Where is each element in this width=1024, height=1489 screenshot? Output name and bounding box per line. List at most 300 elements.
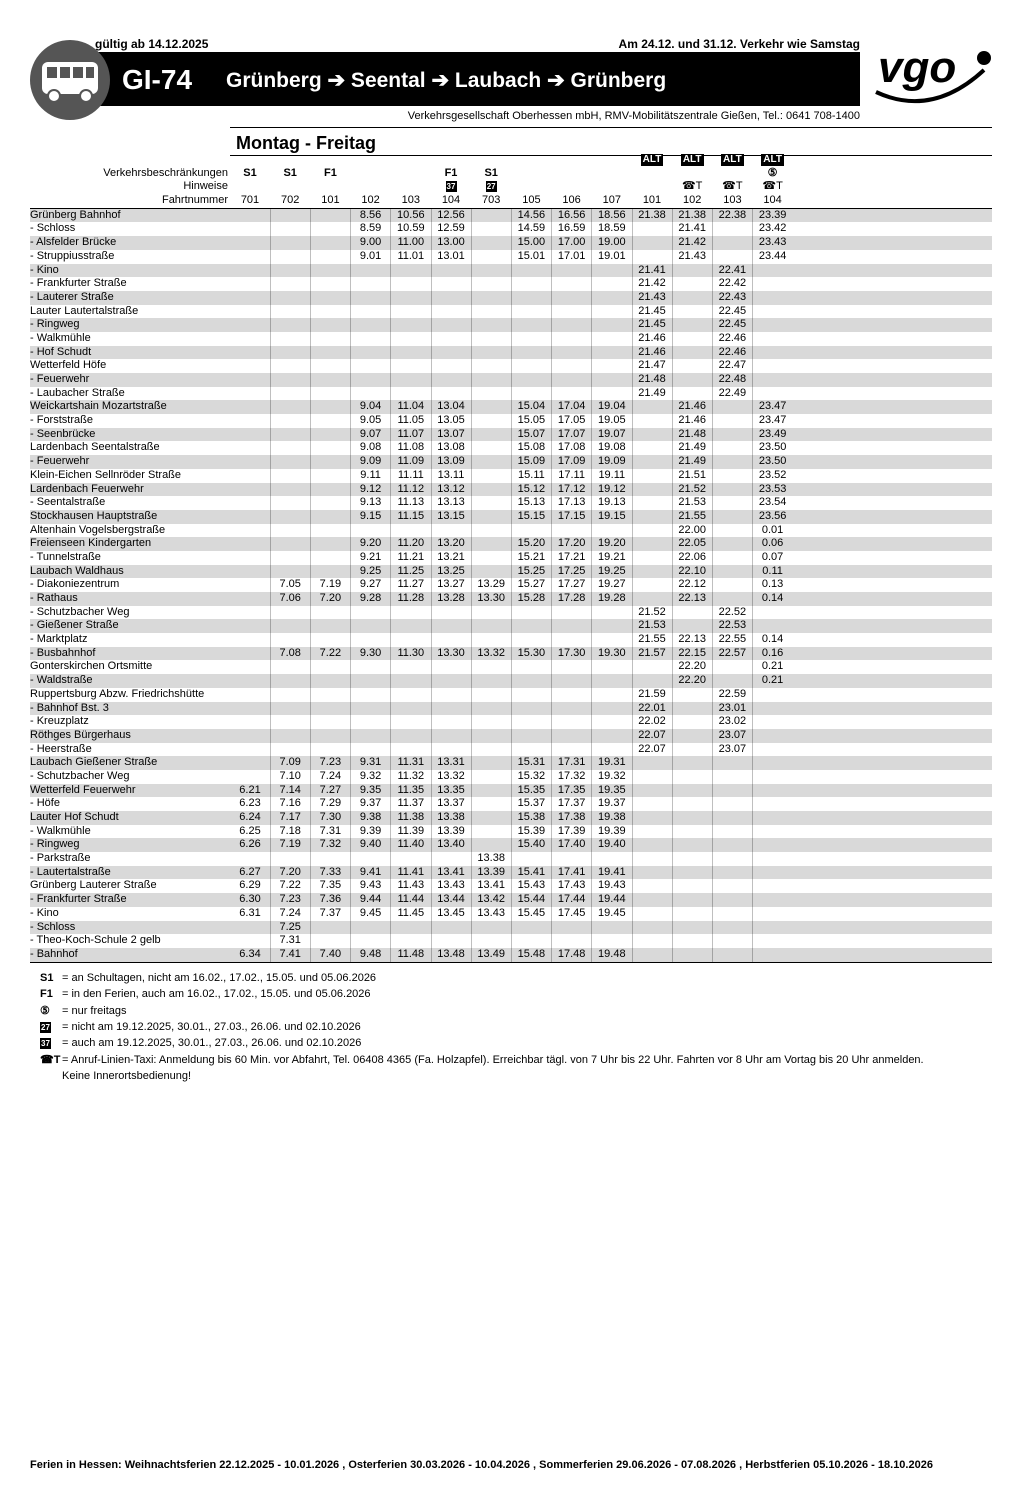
- departure-time: 19.39: [598, 824, 626, 837]
- departure-time: 11.37: [397, 797, 425, 810]
- departure-time: 22.55: [718, 633, 747, 646]
- stop-name: Freienseen Kindergarten: [30, 537, 152, 550]
- departure-time: 11.07: [397, 427, 425, 440]
- stop-name: Gonterskirchen Ortsmitte: [30, 660, 153, 673]
- stop-name: - Rathaus: [30, 592, 78, 604]
- departure-time: 22.00: [678, 523, 706, 536]
- departure-time: 19.32: [598, 769, 626, 782]
- departure-time: 9.28: [359, 592, 382, 604]
- departure-time: 13.43: [437, 879, 465, 892]
- cell-text: 104: [763, 194, 782, 207]
- column-line: [431, 209, 432, 963]
- column-line: [471, 209, 472, 963]
- legend-key: [40, 1037, 62, 1049]
- departure-time: 17.11: [558, 468, 585, 481]
- departure-time: 14.59: [517, 222, 546, 235]
- departure-time: 13.45: [437, 906, 465, 919]
- legend-text: = Anruf-Linien-Taxi: Anmeldung bis 60 Min. vor Abfahrt, Tel. 06408 4365 (Fa. Holzapfel). Erreichbar tägl. von 7 Uhr bis 22 Uhr. Fahrten vor 8 Uhr am Vortag bis 20 Uhr anmelden.: [62, 1054, 924, 1066]
- departure-time: 11.15: [397, 509, 425, 522]
- departure-time: 23.52: [758, 468, 787, 481]
- column-line: [712, 209, 713, 963]
- notes-row: [30, 180, 992, 194]
- departure-time: 7.24: [279, 906, 301, 919]
- departure-time: 9.05: [359, 414, 382, 427]
- departure-time: 22.13: [678, 633, 706, 646]
- departure-time: 22.20: [678, 674, 706, 687]
- departure-time: 7.18: [279, 824, 301, 837]
- departure-time: 21.52: [638, 605, 666, 618]
- restrictions-cell: [230, 167, 270, 181]
- departure-time: 19.44: [598, 893, 626, 906]
- departure-time: 17.04: [557, 400, 586, 413]
- departure-time: 9.04: [359, 400, 382, 413]
- departure-time: 0.13: [761, 578, 784, 591]
- departure-time: 6.30: [239, 893, 261, 906]
- departure-time: 0.11: [762, 564, 783, 577]
- cell-text: S1: [243, 166, 257, 179]
- departure-time: 13.00: [437, 236, 465, 249]
- stop-name: - Parkstraße: [30, 852, 91, 865]
- cell-text: F1: [323, 166, 337, 179]
- departure-time: 17.48: [557, 947, 586, 960]
- departure-time: 9.37: [359, 797, 382, 810]
- departure-time: 11.38: [397, 811, 425, 823]
- logo-text: vgo: [878, 43, 957, 92]
- departure-time: 19.15: [598, 509, 626, 522]
- departure-time: 23.47: [758, 400, 787, 413]
- stop-name: - Schutzbacher Weg: [30, 769, 130, 782]
- departure-time: 22.13: [678, 592, 706, 604]
- departure-time: 9.01: [359, 249, 382, 262]
- stop-name: - Walkmühle: [30, 824, 91, 837]
- departure-time: 22.45: [718, 318, 747, 331]
- day-title: Montag - Freitag: [236, 133, 376, 153]
- restrictions-cell: [431, 167, 471, 181]
- stop-name: - Seentalstraße: [30, 496, 106, 509]
- line-id: GI-74: [122, 64, 193, 95]
- departure-time: 0.07: [761, 550, 784, 563]
- departure-time: 15.35: [517, 783, 546, 796]
- departure-time: 19.21: [598, 550, 626, 563]
- departure-time: 21.43: [678, 249, 706, 262]
- stop-name: Laubach Gießener Straße: [30, 756, 158, 769]
- stop-name: - Forststraße: [30, 414, 93, 427]
- departure-time: 22.45: [718, 304, 747, 317]
- cell-text: ⑤: [767, 166, 778, 179]
- departure-time: 13.30: [437, 646, 465, 659]
- departure-time: 22.02: [638, 715, 666, 728]
- departure-time: 23.44: [758, 249, 787, 262]
- trips-row: [30, 194, 992, 208]
- departure-time: 15.04: [517, 400, 546, 413]
- departure-time: 13.20: [437, 537, 465, 550]
- column-line: [551, 209, 552, 963]
- departure-time: 15.07: [517, 427, 546, 440]
- column-line: [672, 209, 673, 963]
- departure-time: 17.37: [557, 797, 586, 810]
- notes-cell: [712, 180, 752, 194]
- departure-time: 9.45: [359, 906, 382, 919]
- stop-name: - Walkmühle: [30, 331, 91, 344]
- departure-time: 13.30: [477, 592, 505, 604]
- departure-time: 21.49: [678, 455, 706, 468]
- departure-time: 19.05: [598, 414, 626, 427]
- departure-time: 17.20: [557, 537, 586, 550]
- legend-key: S1: [40, 972, 54, 984]
- departure-time: 13.05: [437, 414, 465, 427]
- legend-key: F1: [40, 988, 53, 1000]
- departure-time: 0.14: [761, 592, 784, 604]
- alt-badge: ALT: [763, 154, 782, 165]
- departure-time: 19.35: [598, 783, 626, 796]
- departure-time: 13.49: [477, 947, 505, 960]
- departure-time: 15.37: [517, 797, 546, 810]
- trips-cell: [753, 194, 793, 208]
- departure-time: 22.47: [718, 359, 747, 372]
- cell-text: 701: [240, 194, 260, 207]
- alt-cell: [672, 153, 712, 167]
- departure-time: 17.39: [557, 824, 586, 837]
- departure-time: 7.35: [319, 879, 342, 892]
- departure-time: 21.46: [638, 331, 666, 344]
- departure-time: 6.31: [239, 906, 261, 919]
- departure-time: 7.40: [319, 947, 342, 960]
- departure-time: 19.09: [598, 455, 626, 468]
- departure-time: 7.19: [319, 578, 342, 591]
- departure-time: 11.45: [397, 906, 425, 919]
- stop-name: - Ringweg: [30, 838, 80, 851]
- stop-name: Altenhain Vogelsbergstraße: [30, 523, 166, 536]
- departure-time: 13.41: [477, 879, 505, 892]
- departure-time: 17.45: [557, 906, 586, 919]
- note-badge: 37: [446, 182, 456, 192]
- alt-cell: [712, 153, 752, 167]
- stop-name: - Bahnhof Bst. 3: [30, 701, 109, 714]
- departure-time: 17.40: [557, 838, 586, 851]
- departure-time: 19.31: [598, 756, 626, 769]
- departure-time: 23.53: [758, 482, 787, 495]
- departure-time: 11.05: [397, 414, 425, 427]
- restrictions-cell: [753, 167, 793, 181]
- cell-text: 107: [602, 194, 621, 207]
- holidays-footer: Ferien in Hessen: Weihnachtsferien 22.12.2025 - 10.01.2026 , Osterferien 30.03.2026 - 10.04.2026 , Sommerferien 29.06.2026 - 07.08.2026 , Herbstferien 05.10.2026 - 18.10.2026: [30, 1459, 933, 1471]
- departure-time: 17.27: [557, 578, 586, 591]
- departure-time: 7.37: [319, 906, 342, 919]
- route-title: Grünberg ➔ Seental ➔ Laubach ➔ Grünberg: [226, 69, 667, 92]
- departure-time: 22.42: [718, 277, 747, 290]
- departure-time: 21.48: [678, 427, 706, 440]
- departure-time: 17.12: [557, 482, 586, 495]
- departure-time: 9.35: [359, 783, 382, 796]
- departure-time: 15.21: [517, 550, 546, 563]
- departure-time: 15.38: [517, 811, 546, 823]
- departure-time: 22.20: [678, 660, 706, 673]
- departure-time: 10.59: [397, 222, 425, 235]
- departure-time: 7.17: [279, 811, 301, 823]
- departure-time: 7.30: [319, 811, 342, 823]
- departure-time: 22.49: [718, 386, 747, 399]
- departure-time: 15.32: [517, 769, 546, 782]
- column-line: [632, 209, 633, 963]
- departure-time: 9.08: [359, 441, 382, 454]
- departure-time: 7.23: [279, 893, 301, 906]
- departure-time: 13.27: [437, 578, 465, 591]
- legend-text: Keine Innerortsbedienung!: [62, 1070, 192, 1082]
- cell-text: 102: [683, 194, 702, 207]
- departure-time: 21.55: [638, 633, 666, 646]
- departure-time: 9.30: [359, 646, 382, 659]
- departure-time: 9.27: [359, 578, 382, 591]
- trips-cell: [552, 194, 592, 208]
- cell-text: 702: [281, 194, 300, 207]
- departure-time: 22.59: [718, 687, 747, 700]
- stop-name: Wetterfeld Höfe: [30, 359, 107, 372]
- departure-time: 17.41: [557, 865, 586, 878]
- departure-time: 15.20: [517, 537, 546, 550]
- departure-time: 9.43: [359, 879, 382, 892]
- departure-time: 6.29: [239, 879, 261, 892]
- departure-time: 19.20: [598, 537, 626, 550]
- restrictions-cell: [471, 167, 511, 181]
- departure-time: 23.01: [718, 701, 747, 714]
- departure-time: 15.13: [517, 496, 546, 509]
- departure-time: 19.40: [598, 838, 626, 851]
- stop-name: - Feuerwehr: [30, 455, 90, 468]
- cell-text: 106: [562, 194, 581, 207]
- column-line: [591, 209, 592, 963]
- stop-name: - Schutzbacher Weg: [30, 605, 130, 618]
- departure-time: 7.22: [279, 879, 301, 892]
- departure-time: 22.53: [718, 619, 747, 632]
- departure-time: 7.16: [279, 797, 301, 810]
- departure-time: 21.41: [638, 263, 666, 276]
- departure-time: 23.50: [758, 455, 787, 468]
- departure-time: 9.39: [359, 824, 382, 837]
- departure-time: 22.10: [678, 564, 706, 577]
- alt-cell: [753, 153, 793, 167]
- stop-name: - Diakoniezentrum: [30, 578, 120, 591]
- departure-time: 23.47: [758, 414, 787, 427]
- departure-time: 9.00: [359, 236, 382, 249]
- departure-time: 13.11: [437, 468, 465, 481]
- stop-name: - Struppiusstraße: [30, 249, 115, 262]
- notes-label: Hinweise: [183, 180, 228, 193]
- departure-time: 22.41: [718, 263, 747, 276]
- cell-text: 105: [522, 194, 541, 207]
- departure-time: 19.45: [598, 906, 626, 919]
- departure-time: 7.29: [319, 797, 342, 810]
- stop-name: - Höfe: [30, 797, 60, 810]
- stop-name: - Schloss: [30, 222, 76, 235]
- legend: [40, 972, 924, 1086]
- alt-cell: [632, 153, 672, 167]
- departure-time: 21.46: [678, 414, 706, 427]
- trips-cell: [471, 194, 511, 208]
- departure-time: 11.48: [397, 947, 425, 960]
- departure-time: 6.26: [239, 838, 261, 851]
- departure-time: 15.08: [517, 441, 546, 454]
- legend-key: ☎T: [40, 1054, 61, 1066]
- restrictions-cell: [310, 167, 350, 181]
- departure-time: 15.39: [517, 824, 546, 837]
- departure-time: 11.41: [397, 865, 425, 878]
- departure-time: 23.02: [718, 715, 747, 728]
- departure-time: 11.21: [397, 550, 425, 563]
- departure-time: 21.38: [678, 208, 706, 221]
- departure-time: 7.41: [279, 947, 301, 960]
- departure-time: 17.07: [557, 427, 586, 440]
- departure-time: 17.13: [557, 496, 586, 509]
- departure-time: 9.48: [359, 947, 382, 960]
- departure-time: 17.35: [557, 783, 586, 796]
- departure-time: 17.25: [557, 564, 586, 577]
- departure-time: 19.41: [598, 865, 626, 878]
- trips-cell: [310, 194, 350, 208]
- departure-time: 22.07: [638, 742, 666, 755]
- trips-cell: [391, 194, 431, 208]
- note-badge: 27: [41, 1023, 50, 1032]
- departure-time: 15.48: [517, 947, 546, 960]
- departure-time: 21.46: [638, 345, 666, 358]
- departure-time: 21.59: [638, 687, 666, 700]
- departure-time: 0.16: [761, 646, 784, 659]
- departure-time: 13.21: [437, 550, 465, 563]
- notes-cell: [471, 180, 511, 194]
- phone-taxi-icon: ☎T: [722, 180, 743, 193]
- departure-time: 15.11: [518, 468, 545, 481]
- departure-time: 15.31: [517, 756, 546, 769]
- departure-time: 15.30: [517, 646, 546, 659]
- legend-item: [40, 1037, 924, 1049]
- departure-time: 15.09: [517, 455, 546, 468]
- stop-name: - Theo-Koch-Schule 2 gelb: [30, 934, 161, 947]
- departure-time: 21.38: [638, 208, 666, 221]
- special-note: Am 24.12. und 31.12. Verkehr wie Samstag: [618, 37, 860, 51]
- departure-time: 15.44: [517, 893, 546, 906]
- alt-badge: ALT: [642, 154, 662, 165]
- departure-time: 7.08: [279, 646, 301, 659]
- departure-time: 17.21: [557, 550, 586, 563]
- column-line: [310, 209, 311, 963]
- departure-time: 15.05: [517, 414, 546, 427]
- stop-name: - Frankfurter Straße: [30, 277, 127, 290]
- departure-time: 9.32: [359, 769, 382, 782]
- departure-time: 7.09: [279, 756, 301, 769]
- departure-time: 21.48: [638, 373, 666, 385]
- alt-badge: ALT: [723, 154, 742, 165]
- departure-time: 22.52: [718, 605, 747, 618]
- departure-time: 23.42: [758, 222, 787, 235]
- departure-time: 22.05: [678, 537, 706, 550]
- cell-text: 703: [482, 194, 501, 207]
- departure-time: 14.56: [517, 208, 546, 221]
- cell-text: F1: [444, 166, 458, 179]
- operator-info: Verkehrsgesellschaft Oberhessen mbH, RMV-Mobilitätszentrale Gießen, Tel.: 0641 708-1400: [407, 110, 860, 122]
- cell-text: S1: [484, 166, 498, 179]
- phone-taxi-icon: ☎T: [681, 180, 703, 193]
- cell-text: 101: [642, 194, 662, 207]
- departure-time: 9.15: [359, 509, 382, 522]
- stop-name: - Lauterer Straße: [30, 290, 114, 303]
- departure-time: 8.59: [359, 222, 382, 235]
- departure-time: 13.38: [437, 811, 465, 823]
- departure-time: 23.50: [758, 441, 787, 454]
- departure-time: 21.57: [638, 646, 666, 659]
- departure-time: 9.12: [359, 482, 382, 495]
- departure-time: 11.43: [397, 879, 425, 892]
- cell-text: 103: [401, 194, 420, 207]
- legend-key: [40, 1021, 62, 1033]
- trips-label: Fahrtnummer: [161, 194, 228, 207]
- departure-time: 19.27: [598, 578, 626, 591]
- departure-time: 23.07: [718, 728, 747, 741]
- departure-time: 22.01: [638, 701, 666, 714]
- departure-time: 22.12: [678, 578, 706, 591]
- legend-text: = nicht am 19.12.2025, 30.01., 27.03., 26.06. und 02.10.2026: [62, 1021, 361, 1033]
- departure-time: 7.05: [279, 578, 301, 591]
- departure-time: 15.28: [517, 592, 546, 604]
- departure-time: 9.20: [359, 537, 382, 550]
- departure-time: 17.15: [557, 509, 586, 522]
- departure-time: 13.43: [477, 906, 505, 919]
- departure-time: 0.14: [761, 633, 784, 646]
- departure-time: 15.01: [517, 249, 546, 262]
- departure-time: 11.25: [397, 564, 425, 577]
- trips-cell: [351, 194, 391, 208]
- departure-time: 7.19: [279, 838, 301, 851]
- departure-time: 7.14: [279, 783, 301, 796]
- departure-time: 6.27: [239, 865, 261, 878]
- legend-item: [40, 972, 924, 984]
- notes-cell: [753, 180, 793, 194]
- stop-name: - Laubacher Straße: [30, 386, 125, 399]
- departure-time: 11.27: [397, 578, 425, 591]
- departure-time: 11.20: [397, 537, 425, 550]
- departure-time: 13.37: [437, 797, 465, 810]
- departure-time: 22.48: [718, 373, 747, 385]
- departure-time: 11.01: [397, 249, 425, 262]
- departure-time: 9.25: [359, 564, 382, 577]
- restrictions-cell: [270, 167, 310, 181]
- departure-time: 21.53: [678, 496, 706, 509]
- notes-cell: [431, 180, 471, 194]
- departure-time: 21.49: [678, 441, 706, 454]
- alt-row: [30, 153, 992, 167]
- departure-time: 15.27: [517, 578, 546, 591]
- stop-name: Röthges Bürgerhaus: [30, 728, 131, 741]
- departure-time: 11.31: [397, 756, 425, 769]
- departure-time: 11.00: [397, 236, 425, 249]
- legend-item: [40, 1070, 924, 1082]
- departure-time: 11.30: [397, 646, 425, 659]
- departure-time: 9.09: [359, 455, 382, 468]
- departure-time: 17.01: [557, 249, 586, 262]
- departure-time: 19.12: [598, 482, 626, 495]
- note-badge: 37: [41, 1039, 50, 1048]
- departure-time: 7.25: [279, 920, 301, 933]
- legend-item: [40, 1004, 924, 1017]
- departure-time: 10.56: [397, 208, 425, 221]
- departure-time: 19.25: [598, 564, 626, 577]
- stop-name: Grünberg Lauterer Straße: [30, 879, 157, 892]
- departure-time: 9.21: [359, 550, 382, 563]
- departure-time: 11.08: [397, 441, 425, 454]
- departure-time: 15.12: [517, 482, 546, 495]
- cell-text: 103: [723, 194, 742, 207]
- departure-time: 0.06: [761, 537, 784, 550]
- restrictions-label: Verkehrsbeschränkungen: [103, 166, 228, 179]
- departure-time: 15.43: [517, 879, 546, 892]
